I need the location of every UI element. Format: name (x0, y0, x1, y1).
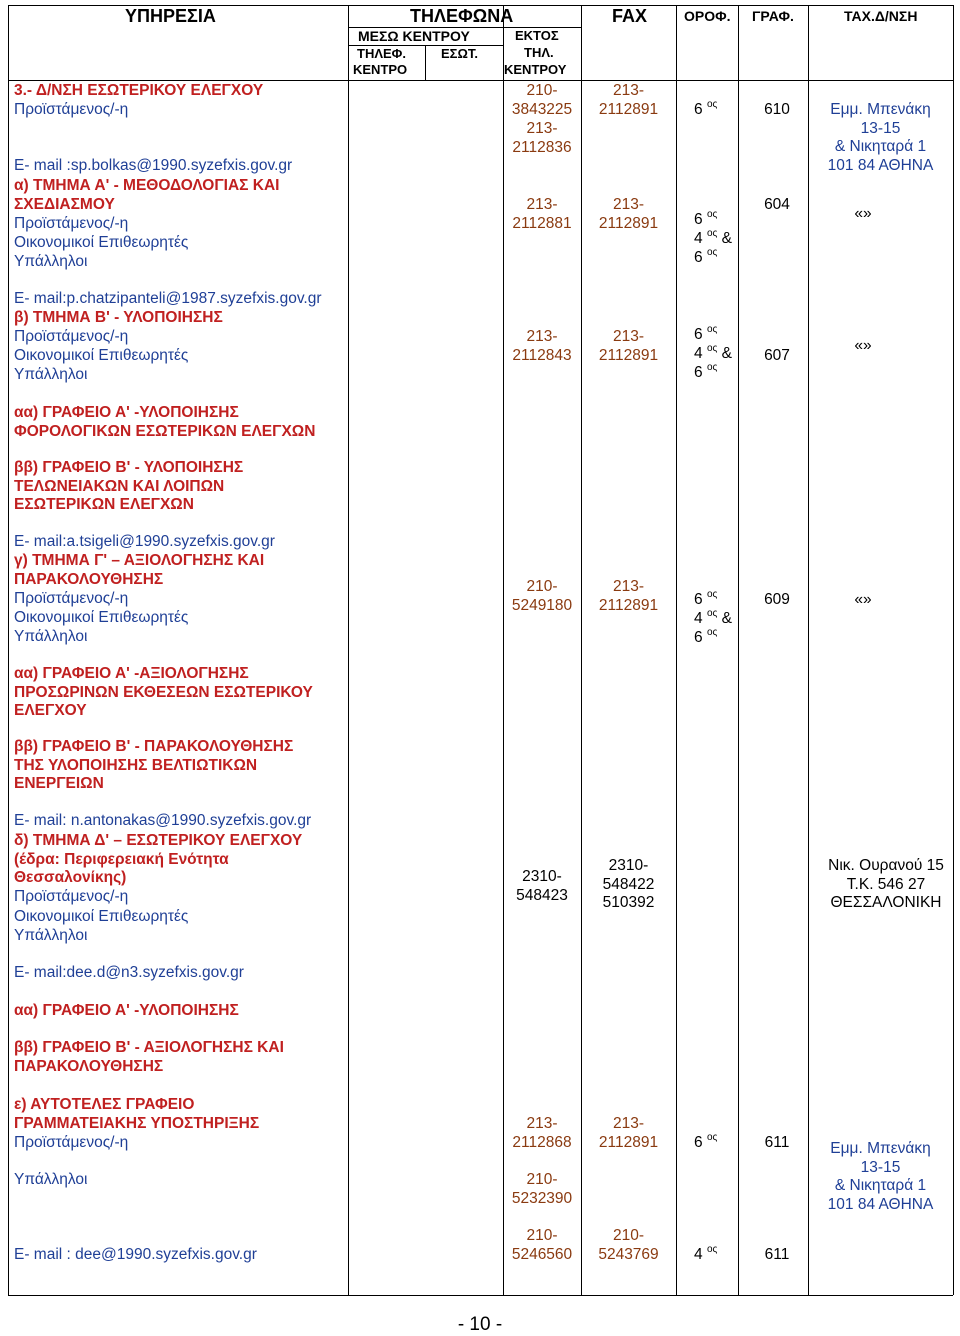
directorate-title: 3.- Δ/ΝΣΗ ΕΣΩΤΕΡΙΚΟΥ ΕΛΕΓΧΟΥ (14, 82, 264, 99)
header-postal: ΤΑΧ.Δ/ΝΣΗ (844, 8, 918, 24)
office-e-head: Προϊστάμενος/-η (14, 1134, 129, 1151)
dept-b-office-aa: αα) ΓΡΑΦΕΙΟ Α' -ΥΛΟΠΟΙΗΣΗΣ ΦΟΡΟΛΟΓΙΚΩΝ ΕΣΩΤΕΡΙΚΩΝ ΕΛΕΓΧΩΝ (14, 404, 316, 440)
office-e-fax-1: 213- 2112891 (598, 1115, 659, 1151)
office-e-address: Εμμ. Μπενάκη 13-15 & Νικηταρά 1 101 84 ΑΘΗΝΑ (827, 1140, 934, 1213)
dept-b-email[interactable]: E- mail:p.chatzipanteli@1987.syzefxis.gov.gr (14, 290, 322, 307)
dept-b-fax: 213- 2112891 (598, 328, 659, 364)
directorate-head: Προϊστάμενος/-η (14, 101, 129, 118)
dept-d-phone: 2310- 548423 (516, 868, 568, 904)
office-e-staff: Υπάλληλοι (14, 1171, 88, 1188)
directorate-phone-2: 213- 2112836 (512, 120, 572, 156)
dept-b-inspectors: Οικονομικοί Επιθεωρητές (14, 347, 189, 364)
dept-b-office: 607 (764, 347, 790, 364)
dept-d-office-aa: αα) ΓΡΑΦΕΙΟ Α' -ΥΛΟΠΟΙΗΣΗΣ (14, 1002, 239, 1019)
dept-d-address: Νικ. Ουρανού 15 Τ.Κ. 546 27 ΘΕΣΣΑΛΟΝΙΚΗ (828, 857, 944, 912)
dept-c-floor: 6 $^{o\varsigma}$ 4 $^{o\varsigma}$ & 6 $^{o\varsigma}$ (694, 589, 732, 646)
dept-c-inspectors: Οικονομικοί Επιθεωρητές (14, 609, 189, 626)
dept-a-phone: 213- 2112881 (512, 196, 572, 232)
dept-c-address: «» (854, 591, 872, 608)
dept-d-staff: Υπάλληλοι (14, 927, 88, 944)
dept-d-head: Προϊστάμενος/-η (14, 888, 129, 905)
header-outside-2: ΤΗΛ. (524, 45, 554, 60)
dept-d-office-bb: ββ) ΓΡΑΦΕΙΟ Β' - ΑΞΙΟΛΟΓΗΣΗΣ ΚΑΙ ΠΑΡΑΚΟΛΟΥΘΗΣΗΣ (14, 1039, 284, 1075)
col-line-service (348, 5, 349, 1295)
header-office: ΓΡΑΦ. (752, 8, 794, 24)
office-e-title: ε) ΑΥΤΟΤΕΛΕΣ ΓΡΑΦΕΙΟ ΓΡΑΜΜΑΤΕΙΑΚΗΣ ΥΠΟΣΤΗΡΙΞΗΣ (14, 1096, 260, 1132)
dept-c-staff: Υπάλληλοι (14, 628, 88, 645)
header-inside-center: ΜΕΣΩ ΚΕΝΤΡΟΥ (358, 28, 470, 44)
directorate-email[interactable]: E- mail :sp.bolkas@1990.syzefxis.gov.gr (14, 157, 293, 174)
header-phone-center-2: ΚΕΝΤΡΟ (353, 62, 408, 77)
dept-d-email-2[interactable]: E- mail:dee.d@n3.syzefxis.gov.gr (14, 964, 244, 981)
directorate-office: 610 (764, 101, 790, 118)
dept-b-phone: 213- 2112843 (512, 328, 572, 364)
dept-c-office-aa: αα) ΓΡΑΦΕΙΟ Α' -ΑΞΙΟΛΟΓΗΣΗΣ ΠΡΟΣΩΡΙΝΩΝ ΕΚΘΕΣΕΩΝ ΕΣΩΤΕΡΙΚΟΥ ΕΛΕΓΧΟΥ (14, 665, 313, 720)
col-line-internal (425, 45, 426, 80)
dept-a-floor: 6 $^{o\varsigma}$ 4 $^{o\varsigma}$ & 6 $^{o\varsigma}$ (694, 209, 732, 266)
office-e-phone-3: 210- 5246560 (511, 1227, 573, 1263)
col-line-floor (676, 5, 677, 1295)
dept-c-head: Προϊστάμενος/-η (14, 590, 129, 607)
directorate-floor: 6 $^{o\varsigma}$ (694, 99, 718, 118)
dept-a-inspectors: Οικονομικοί Επιθεωρητές (14, 234, 189, 251)
dept-c-office-bb: ββ) ΓΡΑΦΕΙΟ Β' - ΠΑΡΑΚΟΛΟΥΘΗΣΗΣ ΤΗΣ ΥΛΟΠΟΙΗΣΗΣ ΒΕΛΤΙΩΤΙΚΩΝ ΕΝΕΡΓΕΙΩΝ (14, 738, 294, 793)
dept-c-office: 609 (764, 591, 790, 608)
directorate-phone-1: 210- 3843225 (511, 82, 573, 118)
col-line-right (953, 5, 954, 1295)
header-bottom-border (8, 80, 953, 81)
page-number: - 10 - (457, 1314, 503, 1335)
dept-a-head: Προϊστάμενος/-η (14, 215, 129, 232)
dept-d-email[interactable]: E- mail: n.antonakas@1990.syzefxis.gov.gr (14, 812, 312, 829)
dept-b-address: «» (854, 337, 872, 354)
office-e-phone-1: 213- 2112868 (512, 1115, 572, 1151)
header-outside-3: ΚΕΝΤΡΟΥ (504, 62, 567, 77)
header-phone-center-1: ΤΗΛΕΦ. (357, 46, 406, 61)
col-line-left (8, 5, 9, 1295)
directorate-address: Εμμ. Μπενάκη 13-15 & Νικηταρά 1 101 84 ΑΘΗΝΑ (827, 101, 934, 174)
header-outside-1: ΕΚΤΟΣ (515, 28, 559, 43)
dept-b-head: Προϊστάμενος/-η (14, 328, 129, 345)
dept-a-title: α) ΤΜΗΜΑ Α' - ΜΕΘΟΔΟΛΟΓΙΑΣ ΚΑΙ ΣΧΕΔΙΑΣΜΟΥ (14, 177, 280, 213)
office-e-phone-2: 210- 5232390 (511, 1171, 573, 1207)
dept-c-fax: 213- 2112891 (598, 578, 659, 614)
header-service: ΥΠΗΡΕΣΙΑ (125, 6, 216, 26)
directorate-fax: 213- 2112891 (598, 82, 659, 118)
office-e-office-1: 611 (764, 1134, 790, 1151)
dept-b-staff: Υπάλληλοι (14, 366, 88, 383)
dept-b-floor: 6 $^{o\varsigma}$ 4 $^{o\varsigma}$ & 6 $^{o\varsigma}$ (694, 324, 732, 381)
dept-a-address: «» (854, 205, 872, 222)
header-floor: ΟΡΟΦ. (684, 8, 731, 24)
table-bottom-border (8, 1295, 953, 1296)
dept-d-title: δ) ΤΜΗΜΑ Δ' – ΕΣΩΤΕΡΙΚΟΥ ΕΛΕΓΧΟΥ (έδρα: Περιφερειακή Ενότητα Θεσσαλονίκης) (14, 832, 303, 887)
dept-b-title: β) ΤΜΗΜΑ Β' - ΥΛΟΠΟΙΗΣΗΣ (14, 309, 223, 326)
office-e-email[interactable]: E- mail : dee@1990.syzefxis.gov.gr (14, 1246, 257, 1263)
dept-c-phone: 210- 5249180 (511, 578, 573, 614)
dept-b-office-bb: ββ) ΓΡΑΦΕΙΟ Β' - ΥΛΟΠΟΙΗΣΗΣ ΤΕΛΩΝΕΙΑΚΩΝ ΚΑΙ ΛΟΙΠΩΝ ΕΣΩΤΕΡΙΚΩΝ ΕΛΕΓΧΩΝ (14, 459, 244, 514)
office-e-office-2: 611 (764, 1246, 790, 1263)
dept-a-fax: 213- 2112891 (598, 196, 659, 232)
office-e-fax-2: 210- 5243769 (598, 1227, 659, 1263)
office-e-floor-2: 4 $^{o\varsigma}$ (694, 1244, 718, 1263)
dept-a-office: 604 (764, 196, 790, 213)
dept-a-staff: Υπάλληλοι (14, 253, 88, 270)
header-internal: ΕΣΩΤ. (441, 46, 479, 61)
dept-d-fax: 2310- 548422 510392 (602, 857, 655, 912)
header-phones: ΤΗΛΕΦΩΝΑ (410, 6, 514, 26)
dept-c-title: γ) ΤΜΗΜΑ Γ' – ΑΞΙΟΛΟΓΗΣΗΣ ΚΑΙ ΠΑΡΑΚΟΛΟΥΘΗΣΗΣ (14, 552, 265, 588)
header-fax: FAX (612, 6, 648, 26)
dept-c-email[interactable]: E- mail:a.tsigeli@1990.syzefxis.gov.gr (14, 533, 275, 550)
office-e-floor-1: 6 $^{o\varsigma}$ (694, 1132, 718, 1151)
dept-d-inspectors: Οικονομικοί Επιθεωρητές (14, 908, 189, 925)
